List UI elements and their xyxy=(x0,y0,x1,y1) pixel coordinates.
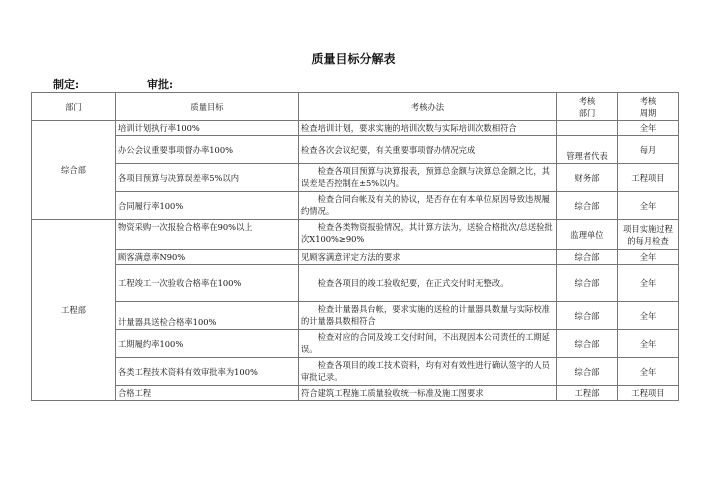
cycle-cell: 全年 xyxy=(618,192,679,220)
table-row xyxy=(32,136,679,164)
dept-cell: 综合部 xyxy=(557,265,618,302)
dept-cell xyxy=(557,121,618,136)
cycle-cell: 每月 xyxy=(618,136,679,164)
method-cell: 检查合同台帐及有关的协议，是否存在有本单位原因导致违规履约情况。 xyxy=(299,192,557,220)
header-assessment-dept: 考核 部门 xyxy=(557,93,618,121)
approver-label: 审批: xyxy=(147,78,174,91)
table-row xyxy=(32,386,679,401)
cycle-cell: 工程项目 xyxy=(618,164,679,192)
cycle-cell: 全年 xyxy=(618,265,679,302)
goal-cell: 培训计划执行率100% xyxy=(116,121,299,136)
method-cell: 检查各项目的竣工技术资料，均有对有效性进行确认签字的人员审批记录。 xyxy=(299,358,557,386)
dept-cell: 工程部 xyxy=(557,386,618,401)
cycle-cell: 项目实施过程的每月检查 xyxy=(618,220,679,250)
method-cell: 检查各次会议纪要，有关重要事项督办情况完成 xyxy=(299,136,557,164)
goal-cell: 合同履行率100% xyxy=(116,192,299,220)
document-title: 质量目标分解表 xyxy=(311,52,396,66)
method-cell: 检查培训计划，要求实施的培训次数与实际培训次数相符合 xyxy=(299,121,557,136)
dept-cell: 综合部 xyxy=(557,192,618,220)
goal-cell: 计量器具送检合格率100% xyxy=(116,302,299,330)
header-assessment-cycle: 考核 周期 xyxy=(618,93,679,121)
method-cell: 检查对应的合同及竣工交付时间，不出现因本公司责任的工期延误。 xyxy=(299,330,557,358)
header-quality-goal: 质量目标 xyxy=(116,93,299,121)
method-cell: 检查各项目预算与决算报表，预算总金额与决算总金额之比，其误差是否控制在±5%以内。 xyxy=(299,164,557,192)
table-row xyxy=(32,121,679,136)
table-row xyxy=(32,330,679,358)
dept-cell: 综合部 xyxy=(557,250,618,265)
department-cell: 工程部 xyxy=(32,220,116,401)
table-row xyxy=(32,220,679,250)
method-cell: 检查各类物资报验情况，其计算方法为，送验合格批次/总送验批次X100%≥90% xyxy=(299,220,557,250)
dept-cell: 综合部 xyxy=(557,302,618,330)
method-cell: 见顾客满意评定方法的要求 xyxy=(299,250,557,265)
dept-cell: 管理者代表 xyxy=(557,136,618,164)
goal-cell: 各类工程技术资料有效审批率为100% xyxy=(116,358,299,386)
cycle-cell: 全年 xyxy=(618,302,679,330)
dept-cell: 监理单位 xyxy=(557,220,618,250)
cycle-cell: 全年 xyxy=(618,250,679,265)
goal-cell: 顾客满意率Ν90% xyxy=(116,250,299,265)
method-cell: 符合建筑工程施工质量验收统一标准及施工图要求 xyxy=(299,386,557,401)
table-header-row xyxy=(32,93,679,121)
dept-cell: 综合部 xyxy=(557,358,618,386)
goal-cell: 办公会议重要事项督办率100% xyxy=(116,136,299,164)
goal-cell: 合格工程 xyxy=(116,386,299,401)
method-cell: 检查计量器具台帐，要求实施的送检的计量器具数量与实际校准的计量器具数相符合 xyxy=(299,302,557,330)
table-row xyxy=(32,250,679,265)
goal-cell: 物资采购一次报验合格率在90%以上 xyxy=(116,220,299,250)
cycle-cell: 工程项目 xyxy=(618,386,679,401)
goal-cell: 工程竣工一次验收合格率在100% xyxy=(116,265,299,302)
dept-cell: 财务部 xyxy=(557,164,618,192)
quality-goal-table xyxy=(31,92,679,401)
header-department: 部门 xyxy=(32,93,116,121)
method-cell: 检查各项目的竣工验收纪要，在正式交付时无整改。 xyxy=(299,265,557,302)
table-row xyxy=(32,302,679,330)
goal-cell: 各项目预算与决算误差率5%以内 xyxy=(116,164,299,192)
table-row xyxy=(32,164,679,192)
cycle-cell: 全年 xyxy=(618,330,679,358)
table-row xyxy=(32,192,679,220)
goal-cell: 工期履约率100% xyxy=(116,330,299,358)
header-assessment-method: 考核办法 xyxy=(299,93,557,121)
table-row xyxy=(32,265,679,302)
dept-cell: 综合部 xyxy=(557,330,618,358)
cycle-cell: 全年 xyxy=(618,358,679,386)
table-row xyxy=(32,358,679,386)
cycle-cell: 全年 xyxy=(618,121,679,136)
department-cell: 综合部 xyxy=(32,121,116,220)
drafter-label: 制定: xyxy=(53,78,80,91)
